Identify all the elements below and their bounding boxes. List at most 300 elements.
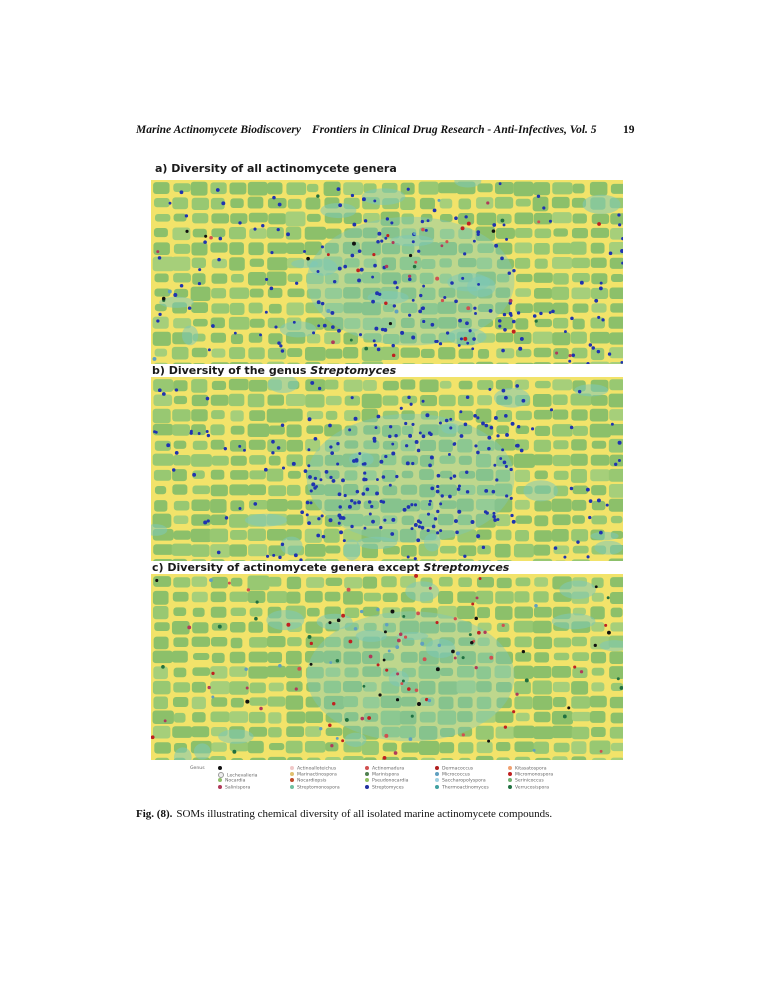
compound-dot (482, 546, 485, 549)
compound-dot (493, 518, 497, 522)
som-cell (267, 591, 287, 603)
compound-dot (341, 739, 344, 742)
som-cell (457, 362, 475, 364)
compound-dot (352, 223, 356, 227)
som-cell (572, 258, 590, 268)
caption-text: SOMs illustrating chemical diversity of all isolated marine actinomycete compounds. (176, 808, 553, 820)
som-cell (286, 681, 302, 691)
compound-dot (156, 250, 159, 253)
som-cell (287, 577, 301, 589)
som-cell (173, 273, 191, 282)
som-cell (573, 319, 585, 330)
som-cell (591, 455, 610, 466)
som-cell (154, 742, 171, 753)
som-cell (174, 214, 187, 222)
compound-dot (338, 522, 341, 525)
som-cell (552, 257, 572, 269)
som-cell (383, 381, 399, 390)
compound-dot (206, 397, 210, 401)
compound-dot (391, 443, 394, 446)
legend-item: Streptomonospora (290, 785, 340, 791)
som-cell (287, 485, 301, 496)
compound-dot (328, 723, 332, 727)
compound-dot (385, 669, 388, 672)
compound-dot (190, 432, 193, 435)
som-cell (496, 348, 514, 358)
compound-dot (443, 296, 446, 299)
som-cell (230, 500, 244, 511)
som-cell (248, 529, 266, 541)
som-cell (211, 213, 229, 223)
compound-dot (395, 645, 399, 649)
compound-dot (385, 623, 388, 626)
compound-dot (364, 527, 367, 530)
compound-dot (477, 631, 481, 635)
som-cell (153, 379, 173, 392)
compound-dot (371, 276, 374, 279)
compound-dot (428, 699, 432, 703)
som-cell (573, 184, 585, 194)
som-cell (573, 546, 589, 554)
som-cell (515, 318, 528, 329)
som-cell (191, 726, 209, 737)
compound-dot (427, 529, 430, 532)
compound-dot (503, 223, 506, 226)
som-cluster-blob (552, 613, 596, 629)
compound-dot (363, 462, 366, 465)
som-cell (552, 711, 573, 725)
som-cell (552, 756, 567, 760)
som-map-all-genera (151, 180, 623, 364)
som-cell (533, 559, 553, 561)
legend-column (365, 766, 408, 791)
som-cell (231, 334, 243, 344)
som-cell (553, 455, 571, 466)
som-cell (248, 666, 268, 678)
som-cell (610, 303, 623, 312)
compound-dot (350, 499, 353, 502)
som-cell (439, 395, 456, 406)
compound-dot (453, 474, 456, 477)
som-cell (572, 500, 586, 511)
compound-dot (425, 229, 428, 232)
legend-item: Thermoactinomyces (435, 785, 489, 791)
som-cell (287, 500, 302, 510)
som-cell (344, 380, 363, 392)
compound-dot (336, 737, 339, 740)
som-canvas (151, 377, 623, 561)
compound-dot (270, 251, 273, 254)
som-cell (211, 228, 225, 237)
compound-dot (465, 471, 468, 474)
som-cell (210, 499, 226, 513)
som-cell (552, 514, 570, 525)
compound-dot (385, 265, 388, 268)
som-cell (590, 424, 611, 438)
som-cell (533, 621, 552, 633)
compound-dot (597, 350, 600, 353)
compound-dot (396, 286, 399, 289)
compound-dot (317, 324, 320, 327)
som-cell (343, 591, 363, 605)
som-cell (572, 273, 590, 282)
som-cell (514, 182, 534, 197)
som-cell (305, 394, 324, 407)
som-cell (534, 515, 548, 526)
som-cell (154, 273, 168, 282)
compound-dot (337, 619, 341, 623)
som-cell (401, 363, 416, 364)
som-cell (307, 758, 321, 760)
compound-dot (522, 650, 525, 653)
som-cell (249, 410, 265, 421)
som-cell (571, 332, 587, 344)
compound-dot (433, 208, 437, 212)
legend-dot (508, 772, 512, 776)
compound-dot (549, 311, 552, 314)
som-cell (533, 726, 553, 739)
som-cell (552, 424, 573, 436)
som-cell (609, 332, 623, 344)
legend-item: Micromonospora (508, 772, 553, 778)
compound-dot (496, 434, 499, 437)
compound-dot (502, 389, 506, 393)
som-cell (609, 394, 623, 408)
compound-dot (329, 476, 332, 479)
compound-dot (311, 482, 315, 486)
som-cluster-blob (356, 630, 387, 642)
compound-dot (198, 282, 201, 285)
compound-dot (295, 687, 298, 690)
som-cell (533, 332, 553, 344)
som-cell (590, 362, 610, 364)
som-cell (211, 697, 227, 707)
som-cell (267, 499, 288, 511)
som-cell (420, 198, 435, 209)
compound-dot (481, 422, 485, 426)
legend-dot (435, 766, 439, 770)
som-cell (554, 653, 569, 660)
compound-dot (350, 254, 354, 258)
compound-dot (367, 716, 371, 720)
compound-dot (203, 240, 207, 244)
som-cell (572, 637, 587, 646)
som-cell (250, 608, 263, 617)
som-cell (344, 577, 362, 588)
som-canvas (151, 180, 623, 364)
compound-dot (358, 452, 361, 455)
som-cell (514, 606, 532, 618)
compound-dot (617, 213, 620, 216)
compound-dot (414, 503, 417, 506)
som-cell (268, 213, 286, 224)
compound-dot (414, 261, 417, 264)
som-cell (153, 257, 175, 272)
compound-dot (416, 612, 420, 616)
som-cell (230, 592, 249, 602)
compound-dot (373, 339, 376, 342)
compound-dot (259, 333, 262, 336)
compound-dot (587, 555, 590, 558)
compound-dot (456, 651, 460, 655)
compound-dot (449, 426, 452, 429)
som-cell (553, 440, 568, 449)
som-cell (286, 726, 304, 737)
compound-dot (281, 424, 284, 427)
compound-dot (415, 689, 418, 692)
compound-dot (448, 453, 451, 456)
som-cluster-blob (424, 533, 440, 551)
compound-dot (396, 698, 399, 701)
compound-dot (531, 427, 534, 430)
compound-dot (207, 434, 210, 437)
som-cell (172, 227, 190, 240)
compound-dot (310, 642, 313, 645)
compound-dot (539, 312, 542, 315)
compound-dot (505, 433, 509, 437)
som-cell (572, 348, 588, 359)
compound-dot (614, 463, 617, 466)
som-cell (231, 456, 247, 466)
som-cell (534, 530, 552, 542)
compound-dot (321, 514, 324, 517)
som-cell (514, 591, 529, 602)
som-cell (211, 333, 226, 343)
som-cell (401, 348, 420, 358)
som-cell (173, 697, 188, 707)
som-cell (192, 577, 208, 587)
compound-dot (256, 601, 259, 604)
compound-dot (441, 494, 444, 497)
compound-dot (306, 257, 310, 261)
som-cell (211, 485, 228, 497)
compound-dot (400, 331, 404, 335)
som-cell (552, 332, 570, 345)
som-cell (211, 637, 227, 647)
compound-dot (512, 320, 516, 324)
som-cell (174, 396, 187, 404)
som-cell (533, 696, 552, 710)
compound-dot (586, 488, 590, 492)
compound-dot (274, 325, 277, 328)
compound-dot (328, 621, 331, 624)
som-cell (514, 696, 532, 709)
compound-dot (428, 503, 431, 506)
compound-dot (253, 502, 257, 506)
som-cell (230, 530, 247, 540)
compound-dot (438, 644, 441, 647)
som-cluster-blob (523, 480, 558, 501)
som-cell (286, 651, 302, 665)
som-cell (174, 244, 190, 254)
som-cell (554, 638, 572, 648)
som-cell (421, 349, 435, 358)
som-cell (211, 395, 229, 406)
compound-dot (407, 555, 410, 558)
compound-dot (502, 624, 505, 627)
som-cell (305, 227, 327, 240)
som-cell (154, 228, 168, 237)
som-cell (534, 637, 552, 649)
compound-dot (428, 464, 432, 468)
compound-dot (570, 487, 573, 490)
compound-dot (203, 520, 207, 524)
som-cell (325, 757, 341, 760)
compound-dot (489, 309, 493, 313)
som-cell (571, 559, 590, 561)
compound-dot (338, 203, 342, 207)
compound-dot (377, 348, 381, 352)
som-cell (267, 636, 286, 647)
compound-dot (361, 492, 365, 496)
compound-dot (238, 221, 241, 224)
som-cell (476, 756, 494, 760)
compound-dot (399, 633, 403, 637)
compound-dot (594, 644, 597, 647)
som-cell (153, 606, 169, 619)
compound-dot (317, 517, 320, 520)
som-cell (496, 757, 510, 760)
compound-dot (351, 396, 354, 399)
som-cell (287, 348, 302, 357)
compound-dot (271, 440, 275, 444)
compound-dot (386, 217, 389, 220)
compound-dot (368, 500, 371, 503)
som-cell (305, 379, 325, 391)
som-cell (153, 696, 168, 709)
som-cell (591, 515, 607, 524)
som-cell (364, 593, 381, 602)
som-cell (421, 758, 436, 760)
som-cell (401, 545, 417, 557)
compound-dot (464, 423, 468, 427)
compound-dot (308, 417, 312, 421)
compound-dot (462, 733, 465, 736)
compound-dot (508, 271, 511, 274)
som-cell (572, 667, 587, 678)
som-cell (153, 711, 174, 724)
compound-dot (371, 520, 375, 524)
compound-dot (563, 556, 566, 559)
som-cell (173, 607, 186, 616)
som-cell (268, 757, 286, 760)
compound-dot (435, 277, 439, 281)
som-cell (514, 681, 531, 694)
compound-dot (407, 687, 411, 691)
compound-dot (520, 449, 524, 453)
som-cell (267, 242, 287, 253)
som-cell (172, 424, 190, 436)
som-cell (268, 395, 285, 406)
som-cluster-blob (309, 259, 337, 276)
compound-dot (417, 250, 420, 253)
compound-dot (366, 488, 370, 492)
compound-dot (512, 520, 516, 524)
compound-dot (234, 332, 237, 335)
compound-dot (386, 234, 389, 237)
som-cell (288, 199, 302, 209)
compound-dot (608, 352, 611, 355)
som-cell (250, 758, 266, 760)
compound-dot (370, 505, 373, 508)
compound-dot (504, 414, 508, 418)
som-cell (534, 652, 549, 662)
som-cell (231, 426, 245, 435)
som-cell (229, 347, 245, 359)
legend-dot (365, 778, 369, 782)
compound-dot (457, 487, 461, 491)
compound-dot (307, 464, 310, 467)
compound-dot (317, 300, 321, 304)
som-cell (440, 381, 452, 389)
compound-dot (597, 316, 600, 319)
som-cell (515, 652, 531, 661)
compound-dot (434, 517, 437, 520)
som-cell (571, 696, 590, 708)
som-cell (211, 592, 227, 602)
som-cell (571, 469, 587, 483)
compound-dot (380, 240, 383, 243)
som-cell (211, 515, 228, 526)
compound-dot (315, 485, 318, 488)
som-cell (267, 439, 286, 452)
compound-dot (409, 737, 413, 741)
som-cell (515, 258, 530, 269)
som-cell (571, 741, 586, 754)
compound-dot (412, 240, 415, 243)
som-cell (515, 228, 532, 238)
compound-dot (397, 639, 401, 643)
book-title: Marine Actinomycete Biodiscovery (136, 124, 302, 136)
compound-dot (448, 495, 452, 499)
som-cell (229, 394, 245, 406)
compound-dot (569, 354, 572, 357)
som-cell (154, 500, 167, 512)
compound-dot (266, 555, 269, 558)
compound-dot (435, 621, 438, 624)
som-cell (249, 697, 267, 705)
som-cell (172, 257, 191, 271)
compound-dot (388, 435, 391, 438)
som-cell (286, 741, 303, 754)
compound-dot (383, 519, 386, 522)
compound-dot (358, 249, 362, 253)
som-cell (249, 380, 267, 392)
compound-dot (487, 447, 491, 451)
som-cell (192, 198, 209, 210)
compound-dot (535, 319, 538, 322)
compound-dot (394, 751, 398, 755)
compound-dot (555, 351, 558, 354)
legend-item: Marinispora (365, 772, 408, 778)
som-cell (573, 214, 587, 224)
som-cell (287, 515, 304, 526)
compound-dot (416, 538, 420, 542)
som-cell (191, 287, 211, 301)
som-cell (515, 757, 531, 760)
legend-dot (435, 785, 439, 789)
compound-dot (155, 431, 158, 434)
compound-dot (402, 615, 405, 618)
compound-dot (206, 430, 209, 433)
som-cell (287, 425, 302, 438)
compound-dot (474, 312, 477, 315)
som-cell (210, 544, 230, 557)
som-cell (477, 213, 497, 226)
som-cell (534, 213, 552, 225)
compound-dot (439, 502, 442, 505)
som-cell (496, 228, 515, 239)
